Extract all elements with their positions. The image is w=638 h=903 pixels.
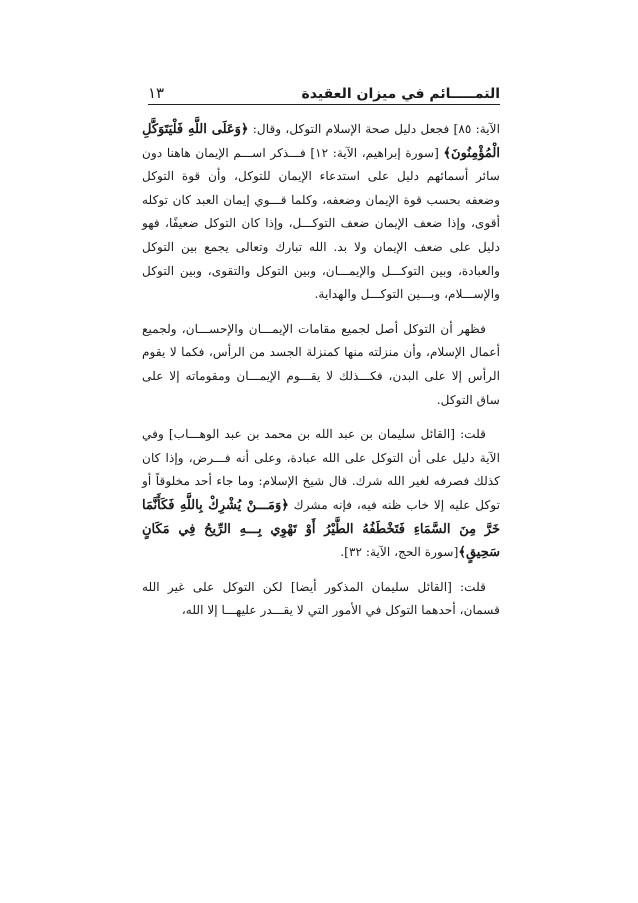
running-title: التمـــــائم في ميزان العقيدة [301,86,500,102]
paragraph-3-text-a: قلت: [القائل سليمان بن عبد الله بن محمد بن عبد الوهـــاب] وفي الآية دليل على أن التوكل على الله عبادة، وعلى أنه فـــرض، وإذا كان كذلك فصرفه لغير الله شرك. قال شيخ الإسلام: وما جاء أحد مخلوقاً أو توكل عليه إلا خاب ظنه فيه، فإنه مشرك [142,427,501,512]
body-text [142,118,500,634]
paragraph-1-text-b: [سورة إبراهيم، الآية: ١٢] فـــذكر اســـم الإيمان هاهنا دون سائر أسمائهم دليل على استدعاء الإيمان للتوكل، وأن قوة التوكل وضعفه بحسب قوة الإيمان وضعفه، وكلما قـــوي إيمان العبد كان توكله أقوى، وإذا ضعف الإيمان ضعف التوكـــل، وإذا كان التوكل ضعيفًا، فهو دليل على ضعف الإيمان ولا بد. الله تبارك وتعالى يجمع بين التوكل والعبادة، وبين التوكـــل والإيمـــان، وبين التوكل والتقوى، وبين التوكل والإســـلام، وبـــين التوكـــل والهداية. [142,145,500,302]
page-header [148,78,500,102]
paragraph-1 [142,118,500,307]
paragraph-3 [142,423,500,565]
quran-verse-2: ﴿وَمَـــنْ يُشْرِكْ بِاللَّهِ فَكَأَنَّمَا خَرَّ مِنَ السَّمَاءِ فَتَخْطَفُهُ الطَّيْرُ أَوْ تَهْوِي بِـــهِ الرِّيحُ فِي مَكَانٍ سَحِيقٍ﴾ [142,497,500,561]
page-number: ١٣ [148,84,165,102]
quran-verse-1: ﴿وَعَلَى اللَّهِ فَلْيَتَوَكَّلِ الْمُؤْمِنُونَ﴾ [142,122,500,161]
paragraph-3-text-b: [سورة الحج، الآية: ٣٢]. [340,545,459,560]
header-divider [148,104,500,105]
paragraph-2: فظهر أن التوكل أصل لجميع مقامات الإيمـــان والإحســـان، ولجميع أعمال الإسلام، وأن منزلته منها كمنزلة الجسد من الرأس، فكما لا يقوم الرأس إلا على البدن، فكـــذلك لا يقـــوم الإيمـــان ومقوماته إلا على ساق التوكل. [142,321,500,407]
paragraph-1-text-a: الآية: ٨٥] فجعل دليل صحة الإسلام التوكل، وقال: [248,122,501,136]
paragraph-4: قلت: [القائل سليمان المذكور أيضا] لكن التوكل على غير الله قسمان، أحدهما التوكل في الأمور التي لا يقـــدر عليهـــا إلا الله، [142,579,500,618]
